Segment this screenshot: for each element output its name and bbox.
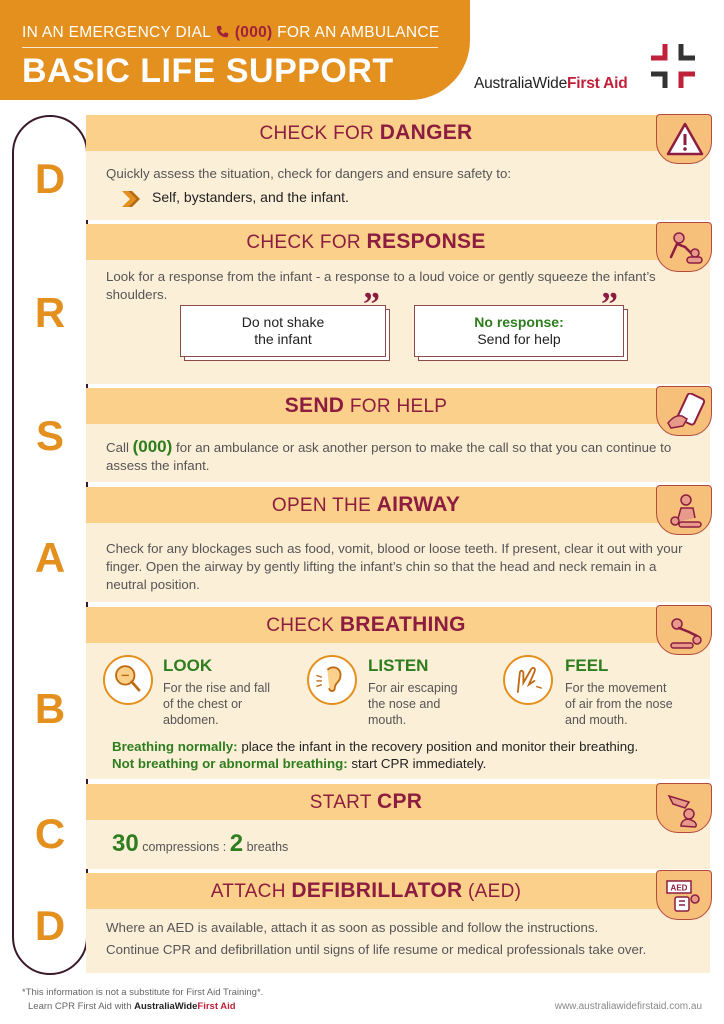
tagline-pre: IN AN EMERGENCY DIAL — [22, 24, 211, 41]
breathing-header — [86, 607, 710, 643]
footer-url[interactable]: www.australiawidefirstaid.com.au — [554, 1001, 702, 1012]
footer-logo-main: AustraliaWide — [134, 1001, 198, 1012]
logo-cross-icon — [645, 38, 701, 94]
footer-learn — [22, 1001, 263, 1013]
emergency-tagline — [22, 24, 440, 42]
response-header — [86, 224, 710, 260]
letter-d-defib: D — [34, 902, 66, 949]
breathing-title: CHECK BREATHING — [266, 613, 466, 636]
look-desc: For the rise and fall of the chest or abdomen. — [163, 681, 270, 727]
warning-icon — [665, 121, 705, 159]
send-badge — [656, 386, 712, 436]
letter-a: A — [34, 534, 66, 581]
letter-c: C — [34, 810, 66, 857]
feel-desc: For the movement of air from the nose and mouth. — [565, 681, 673, 727]
response-text: Look for a response from the infant - a response to a loud voice or gently squeeze the infant’s shoulders. — [106, 269, 656, 302]
disclaimer-text: *This information is not a substitute for First Aid Training*. — [22, 987, 264, 998]
compressions-number: 30 — [112, 830, 139, 857]
aed-icon — [665, 877, 705, 915]
quote-icon: ” — [363, 286, 380, 323]
look-title: LOOK — [163, 656, 213, 675]
airway-icon — [665, 492, 705, 530]
send-title: SEND FOR HELP — [284, 394, 448, 417]
page-title: BASIC LIFE SUPPORT — [22, 52, 394, 90]
feel-icon — [503, 655, 553, 705]
defib-text-2: Continue CPR and defibrillation until signs of life resume or medical professionals take over. — [106, 942, 647, 957]
header — [0, 0, 724, 100]
response-title: CHECK FOR RESPONSE — [246, 230, 486, 253]
send-for-help-callout — [414, 286, 624, 357]
look-icon — [103, 655, 153, 705]
danger-header — [86, 115, 710, 151]
letter-b: B — [34, 685, 66, 732]
defib-header — [86, 873, 710, 909]
breaths-number: 2 — [229, 830, 244, 857]
infant-response-icon — [665, 229, 705, 267]
compressions-label: compressions : — [142, 840, 227, 854]
breathing-badge — [656, 605, 712, 655]
feel-title: FEEL — [565, 656, 609, 675]
listen-title: LISTEN — [368, 656, 429, 675]
cpr-header — [86, 784, 710, 820]
letter-r: R — [34, 289, 66, 336]
airway-header — [86, 487, 710, 523]
airway-badge — [656, 485, 712, 535]
callout1-line1: Do not shake — [241, 314, 325, 330]
defib-title: ATTACH DEFIBRILLATOR (AED) — [210, 879, 522, 902]
callout1-line2: the infant — [254, 331, 312, 347]
breathing-abnormal: Not breathing or abnormal breathing: start CPR immediately. — [112, 756, 487, 771]
footer-disclaimer — [22, 987, 263, 1013]
danger-bullet: Self, bystanders, and the infant. — [152, 189, 349, 205]
defib-badge — [656, 870, 712, 920]
letter-s: S — [35, 412, 64, 459]
danger-title: CHECK FOR DANGER — [259, 121, 473, 144]
chevron-right-icon — [120, 190, 144, 208]
cpr-icon — [665, 790, 705, 828]
footer-logo-accent: First Aid — [197, 1001, 236, 1012]
callout2-line1: No response: — [474, 314, 564, 330]
logo-main-text: AustraliaWide — [474, 75, 568, 92]
airway-text: Check for any blockages such as food, vomit, blood or loose teeth. If present, clear it out with your finger. Open the airway by gently lifting the infant’s chin so that the head and neck remain in a neutral position. — [106, 541, 683, 592]
cpr-title: START CPR — [309, 790, 423, 813]
send-text: Call (000) for an ambulance or ask another person to make the call so that you can continue to assess the infant. — [106, 437, 672, 473]
brand-logo — [474, 75, 628, 93]
svg-text:AED: AED — [670, 883, 688, 893]
quote-icon: ” — [601, 286, 618, 323]
breathing-normal: Breathing normally: place the infant in the recovery position and monitor their breathing. — [112, 739, 639, 754]
tagline-divider — [22, 47, 438, 48]
airway-title: OPEN THE AIRWAY — [271, 493, 461, 516]
callout2-line2: Send for help — [477, 331, 561, 347]
cpr-badge — [656, 783, 712, 833]
defib-text-1: Where an AED is available, attach it as soon as possible and follow the instructions. — [106, 920, 599, 935]
learn-text: Learn CPR First Aid with — [28, 1001, 132, 1012]
breathing-icon — [665, 612, 705, 650]
danger-badge — [656, 114, 712, 164]
breaths-label: breaths — [246, 840, 289, 854]
send-header — [86, 388, 710, 424]
phone-icon — [665, 393, 705, 431]
drsabcd-pillar — [12, 115, 88, 975]
listen-desc: For air escaping the nose and mouth. — [368, 681, 458, 727]
send-number: (000) — [132, 437, 173, 456]
response-badge — [656, 222, 712, 272]
phone-icon — [216, 25, 229, 38]
danger-text: Quickly assess the situation, check for dangers and ensure safety to: — [106, 166, 512, 181]
tagline-post: FOR AN AMBULANCE — [277, 24, 440, 41]
tagline-number: (000) — [234, 24, 273, 41]
logo-accent-text: First Aid — [567, 75, 628, 92]
do-not-shake-callout — [180, 286, 386, 357]
cpr-ratio — [112, 830, 288, 858]
listen-icon — [307, 655, 357, 705]
letter-d: D — [34, 155, 66, 202]
